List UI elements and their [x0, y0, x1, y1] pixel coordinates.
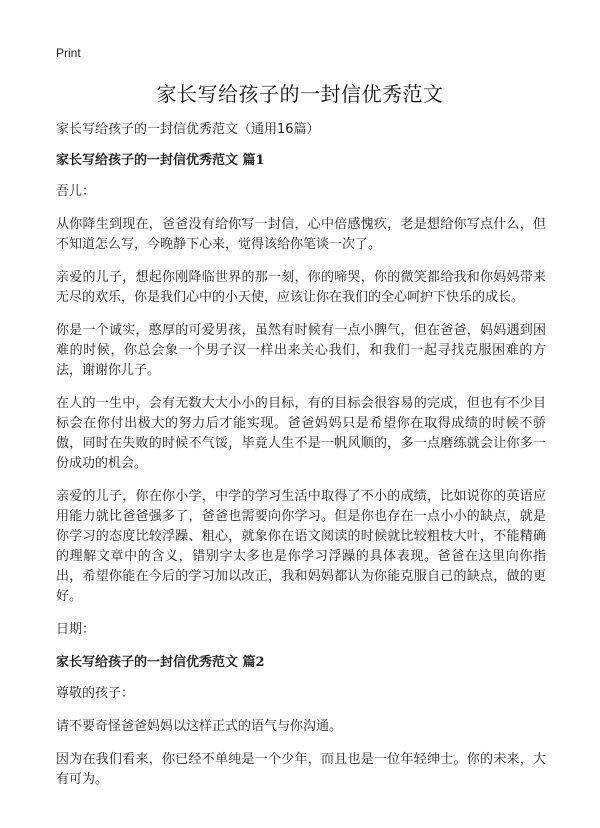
section-heading-2: 家长写给孩子的一封信优秀范文 篇2	[56, 655, 265, 670]
paragraph: 从你降生到现在，爸爸没有给你写一封信，心中倍感愧疚，老是想给你写点什么，但不知道怎么写，今晚静下心来，觉得该给你笔谈一次了。	[56, 217, 546, 252]
document-subtitle: 家长写给孩子的一封信优秀范文（通用16篇）	[56, 122, 320, 137]
salutation-2: 尊敬的孩子：	[56, 686, 135, 701]
paragraph: 亲爱的儿子，想起你刚降临世界的那一刻，你的啼哭，你的微笑都给我和你妈妈带来无尽的欢乐，你是我们心中的小天使，应该让你在我们的全心呵护下快乐的成长。	[56, 270, 546, 305]
paragraph: 你是一个诚实，憨厚的可爱男孩，虽然有时候有一点小脾气，但在爸爸，妈妈遇到困难的时候，你总会象一个男子汉一样出来关心我们，和我们一起寻找克服困难的方法，谢谢你儿子。	[56, 323, 546, 378]
section-heading-1: 家长写给孩子的一封信优秀范文 篇1	[56, 153, 265, 168]
page-title: 家长写给孩子的一封信优秀范文	[156, 82, 444, 106]
paragraph: 亲爱的儿子，你在你小学，中学的学习生活中取得了不小的成绩，比如说你的英语应用能力就比爸爸强多了，爸爸也需要向你学习。但是你也存在一点小小的缺点，就是你学习的态度比较浮躁、粗心，就象你在语文阅读的时候就比较粗枝大叶，不能精确的理解文章中的含义，错别字太多也是你学习浮躁的具体表现。爸爸在这里向你指出，希望你能在今后的学习加以改正，我和妈妈都认为你能克服自己的缺点，做的更好。	[56, 489, 546, 604]
document-body	[56, 120, 546, 803]
paragraph: 请不要奇怪爸爸妈妈以这样正式的语气与你沟通。	[56, 719, 343, 734]
paragraph: 在人的一生中，会有无数大大小小的目标，有的目标会很容易的完成，但也有不少目标会在你付出极大的努力后才能实现。爸爸妈妈只是希望你在取得成绩的时候不骄傲，同时在失败的时候不气馁，毕竟人生不是一帆风顺的，多一点磨练就会让你多一份成功的机会。	[56, 396, 546, 471]
salutation-1: 吾儿：	[56, 184, 96, 199]
print-label: Print	[56, 46, 81, 60]
date-line: 日期：	[56, 622, 96, 637]
paragraph: 因为在我们看来，你已经不单纯是一个少年，而且也是一位年轻绅士。你的未来，大有可为。	[56, 752, 546, 787]
